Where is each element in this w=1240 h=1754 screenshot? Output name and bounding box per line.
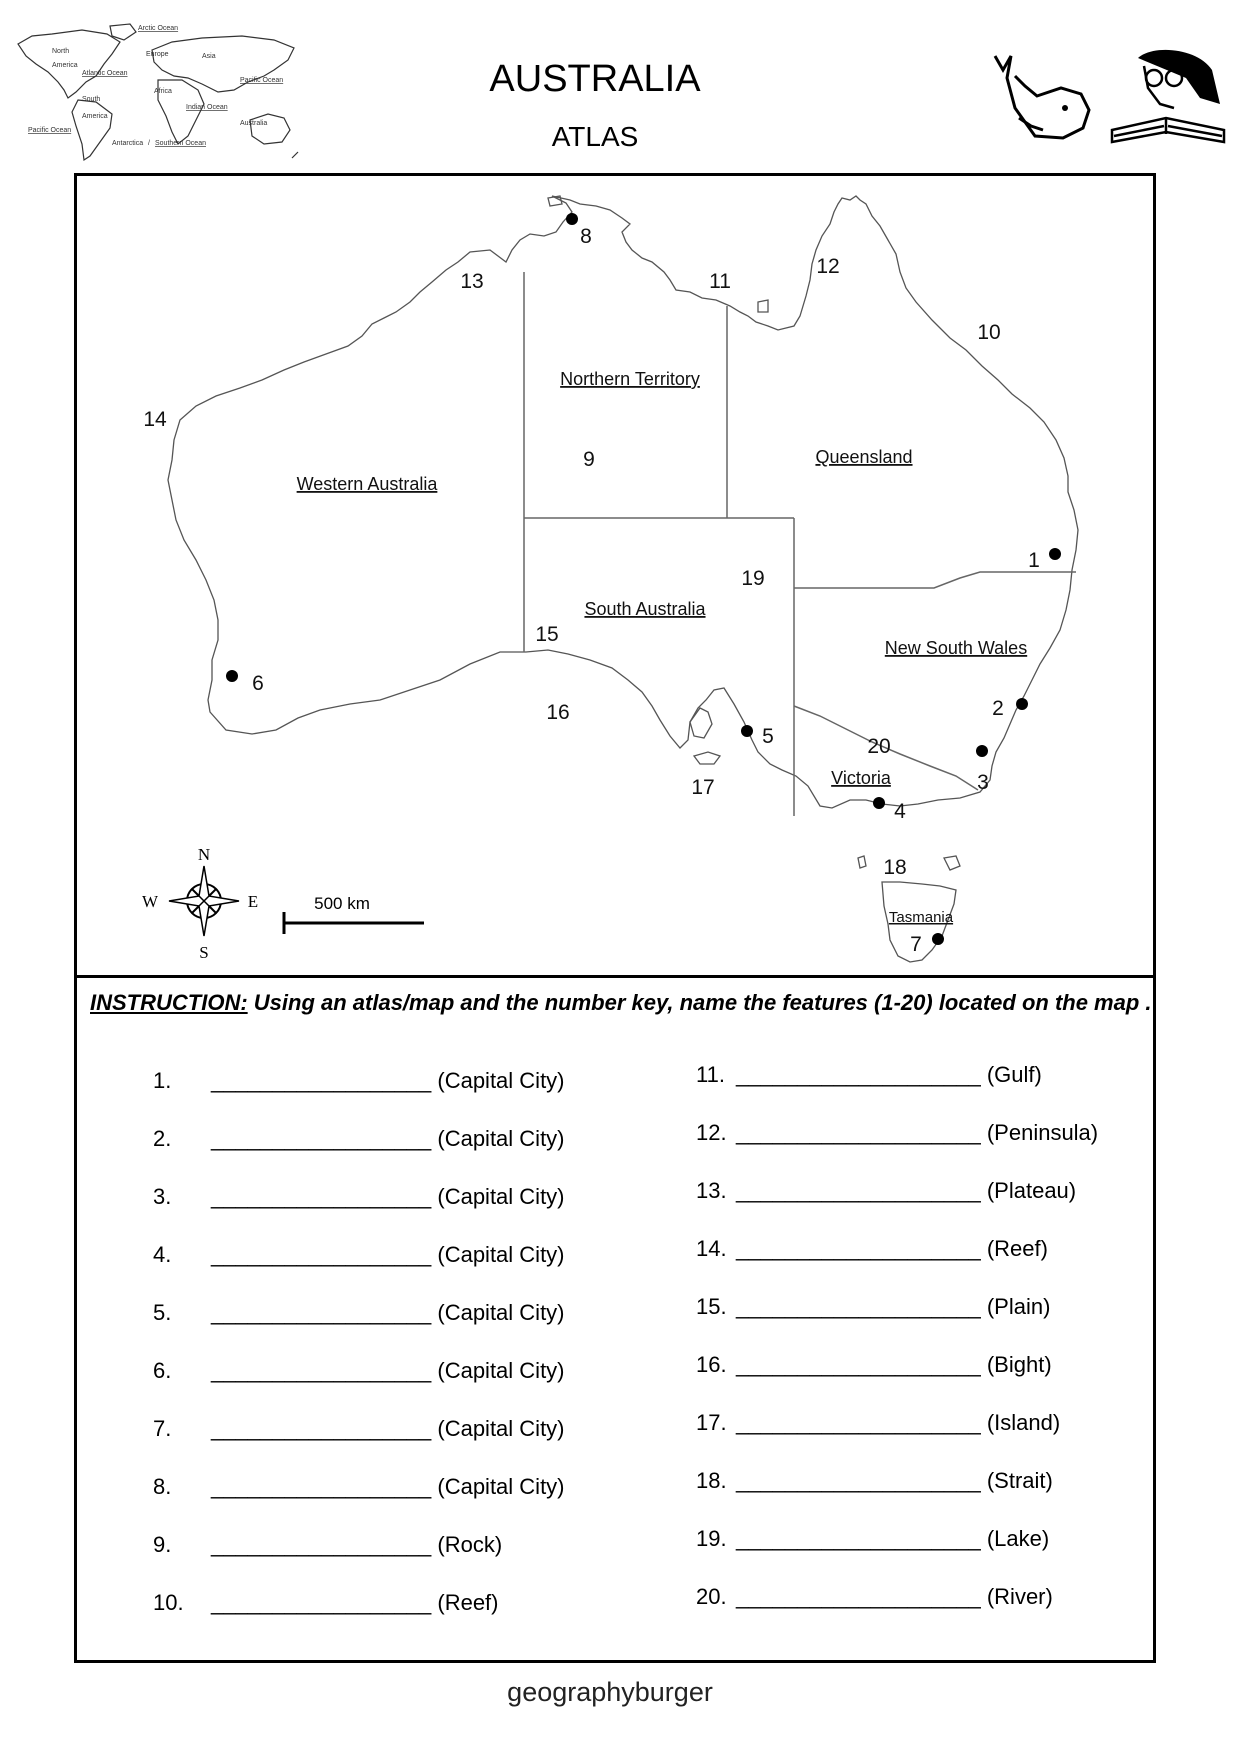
compass-w: W: [141, 892, 159, 911]
marker-1: 1: [1028, 549, 1040, 572]
state-label-nt: Northern Territory: [560, 369, 700, 389]
groote-eylandt: [758, 300, 768, 312]
state-label-tas: Tasmania: [888, 909, 954, 926]
question-number: 15.: [696, 1294, 727, 1319]
question-row: [696, 1120, 1098, 1146]
answer-blank[interactable]: ____________________: [736, 1294, 981, 1319]
question-row: [153, 1300, 565, 1326]
answer-blank[interactable]: ____________________: [736, 1410, 981, 1435]
answer-blank[interactable]: ____________________: [736, 1468, 981, 1493]
answer-blank[interactable]: ____________________: [736, 1526, 981, 1551]
answer-blank[interactable]: __________________: [211, 1474, 432, 1499]
australia-map: [77, 176, 1153, 974]
marker-4: 4: [894, 800, 906, 823]
compass-n: N: [197, 845, 211, 864]
feature-type: (Capital City): [437, 1184, 565, 1209]
north-america-label-2: America: [52, 62, 78, 69]
marker-13: 13: [460, 270, 484, 293]
question-row: [696, 1584, 1053, 1610]
feature-type: (Capital City): [437, 1242, 565, 1267]
southern-ocean-label: Southern Ocean: [155, 140, 206, 147]
feature-type: (Plateau): [986, 1178, 1077, 1203]
feature-type: (Gulf): [986, 1062, 1042, 1087]
question-row: [696, 1294, 1050, 1320]
spencer-gulf: [690, 708, 712, 738]
whale-clipart: [985, 48, 1095, 148]
question-number: 13.: [696, 1178, 727, 1203]
city-dot-7: [932, 933, 944, 945]
question-row: [153, 1242, 565, 1268]
answer-blank[interactable]: __________________: [211, 1358, 432, 1383]
question-number: 17.: [696, 1410, 727, 1435]
question-row: [153, 1590, 499, 1616]
question-row: [153, 1532, 502, 1558]
antarctica-line: [292, 152, 298, 158]
page-subtitle: ATLAS: [551, 121, 639, 152]
question-row: [153, 1416, 565, 1442]
marker-5: 5: [762, 725, 774, 748]
answer-blank[interactable]: ____________________: [736, 1584, 981, 1609]
feature-type: (Island): [986, 1410, 1061, 1435]
answer-blank[interactable]: __________________: [211, 1590, 432, 1615]
indian-ocean-label: Indian Ocean: [186, 104, 228, 111]
city-dot-8: [566, 213, 578, 225]
feature-type: (Capital City): [437, 1358, 565, 1383]
marker-3: 3: [977, 771, 989, 794]
instruction-line: [90, 990, 1152, 1016]
marker-10: 10: [977, 321, 1001, 344]
question-row: [696, 1468, 1053, 1494]
answer-blank[interactable]: __________________: [211, 1532, 432, 1557]
australia-mini-outline: [250, 114, 290, 144]
arctic-ocean-label: Arctic Ocean: [138, 25, 179, 32]
scale-bar: [284, 894, 424, 934]
feature-type: (Capital City): [437, 1300, 565, 1325]
south-america-label-1: South: [82, 96, 101, 103]
compass-e: E: [247, 892, 259, 911]
pacific-ocean-west-label: Pacific Ocean: [28, 127, 72, 134]
state-label-nsw: New South Wales: [884, 638, 1028, 658]
question-row: [696, 1410, 1060, 1436]
kangaroo-island: [694, 752, 720, 764]
instruction-prefix: INSTRUCTION:: [90, 990, 248, 1015]
marker-17: 17: [691, 776, 715, 799]
answer-blank[interactable]: ____________________: [736, 1062, 981, 1087]
city-dot-5: [741, 725, 753, 737]
feature-type: (Bight): [986, 1352, 1052, 1377]
answer-blank[interactable]: ____________________: [736, 1236, 981, 1261]
question-number: 16.: [696, 1352, 727, 1377]
state-label-vic: Victoria: [831, 768, 891, 788]
europe-label: Europe: [146, 51, 169, 58]
city-dot-3: [976, 745, 988, 757]
question-number: 2.: [153, 1126, 172, 1151]
state-label-wa: Western Australia: [296, 474, 438, 494]
atlantic-ocean-label: Atlantic Ocean: [82, 70, 128, 77]
asia-label: Asia: [202, 53, 216, 60]
question-number: 3.: [153, 1184, 172, 1209]
feature-type: (Capital City): [437, 1474, 565, 1499]
reading-character-clipart: [1108, 48, 1228, 148]
answer-blank[interactable]: __________________: [211, 1068, 432, 1093]
marker-11: 11: [709, 270, 731, 293]
city-dot-4: [873, 797, 885, 809]
question-number: 20.: [696, 1584, 727, 1609]
instruction-text: Using an atlas/map and the number key, name the features (1-20) located on the map .: [247, 990, 1152, 1015]
answer-blank[interactable]: __________________: [211, 1242, 432, 1267]
marker-12: 12: [816, 255, 840, 278]
border-qld-nsw: [794, 572, 1076, 588]
question-row: [153, 1126, 565, 1152]
question-row: [696, 1062, 1042, 1088]
feature-type: (Reef): [986, 1236, 1048, 1261]
feature-type: (River): [986, 1584, 1053, 1609]
footer-credit: geographyburger: [507, 1677, 713, 1707]
feature-type: (Capital City): [437, 1068, 565, 1093]
question-row: [696, 1178, 1076, 1204]
marker-7: 7: [910, 933, 922, 956]
marker-20: 20: [867, 735, 891, 758]
question-number: 18.: [696, 1468, 727, 1493]
answer-blank[interactable]: ____________________: [736, 1178, 981, 1203]
marker-14: 14: [143, 408, 167, 431]
africa-label: Africa: [154, 88, 172, 95]
answer-blank[interactable]: ____________________: [736, 1352, 981, 1377]
question-number: 1.: [153, 1068, 172, 1093]
compass-rose: [142, 845, 258, 962]
answer-blank[interactable]: __________________: [211, 1184, 432, 1209]
page-title: AUSTRALIA: [489, 58, 701, 100]
section-divider: [74, 975, 1156, 978]
question-number: 6.: [153, 1358, 172, 1383]
feature-type: (Rock): [437, 1532, 503, 1557]
question-row: [696, 1352, 1052, 1378]
marker-18: 18: [883, 856, 907, 879]
feature-type: (Capital City): [437, 1416, 565, 1441]
answer-blank[interactable]: __________________: [211, 1126, 432, 1151]
compass-s: S: [199, 943, 209, 962]
feature-type: (Strait): [986, 1468, 1053, 1493]
pacific-ocean-east-label: Pacific Ocean: [240, 77, 284, 84]
city-dot-2: [1016, 698, 1028, 710]
answer-blank[interactable]: __________________: [211, 1416, 432, 1441]
australia-mini-label: Australia: [240, 120, 268, 127]
question-row: [153, 1358, 565, 1384]
state-label-qld: Queensland: [815, 447, 913, 467]
city-dot-6: [226, 670, 238, 682]
question-number: 9.: [153, 1532, 172, 1557]
question-number: 8.: [153, 1474, 172, 1499]
feature-type: (Reef): [437, 1590, 499, 1615]
marker-19: 19: [741, 567, 765, 590]
antarctica-slash: /: [148, 140, 150, 147]
question-number: 14.: [696, 1236, 727, 1261]
feature-type: (Lake): [986, 1526, 1050, 1551]
question-number: 19.: [696, 1526, 727, 1551]
feature-type: (Capital City): [437, 1126, 565, 1151]
city-dot-1: [1049, 548, 1061, 560]
question-row: [153, 1184, 565, 1210]
question-number: 10.: [153, 1590, 184, 1615]
marker-16: 16: [546, 701, 570, 724]
question-number: 4.: [153, 1242, 172, 1267]
marker-9: 9: [583, 448, 595, 471]
question-number: 5.: [153, 1300, 172, 1325]
question-row: [153, 1474, 565, 1500]
mainland-coastline: [168, 196, 1078, 808]
north-america-label-1: North: [52, 48, 70, 55]
answer-blank[interactable]: __________________: [211, 1300, 432, 1325]
question-number: 12.: [696, 1120, 727, 1145]
question-number: 11.: [696, 1062, 725, 1087]
marker-2: 2: [992, 697, 1004, 720]
feature-type: (Peninsula): [986, 1120, 1099, 1145]
question-row: [696, 1236, 1048, 1262]
antarctica-label: Antarctica: [112, 140, 144, 147]
marker-15: 15: [535, 623, 559, 646]
south-america-label-2: America: [82, 113, 108, 120]
south-america-outline: [72, 100, 112, 160]
world-map-thumbnail: [12, 20, 342, 172]
question-row: [153, 1068, 565, 1094]
flinders-island: [944, 856, 960, 870]
king-island: [858, 856, 866, 868]
question-number: 7.: [153, 1416, 172, 1441]
state-label-sa: South Australia: [584, 599, 706, 619]
marker-8: 8: [580, 225, 592, 248]
feature-type: (Plain): [986, 1294, 1051, 1319]
question-row: [696, 1526, 1049, 1552]
scale-label: 500 km: [314, 894, 370, 913]
marker-6: 6: [252, 672, 264, 695]
answer-blank[interactable]: ____________________: [736, 1120, 981, 1145]
